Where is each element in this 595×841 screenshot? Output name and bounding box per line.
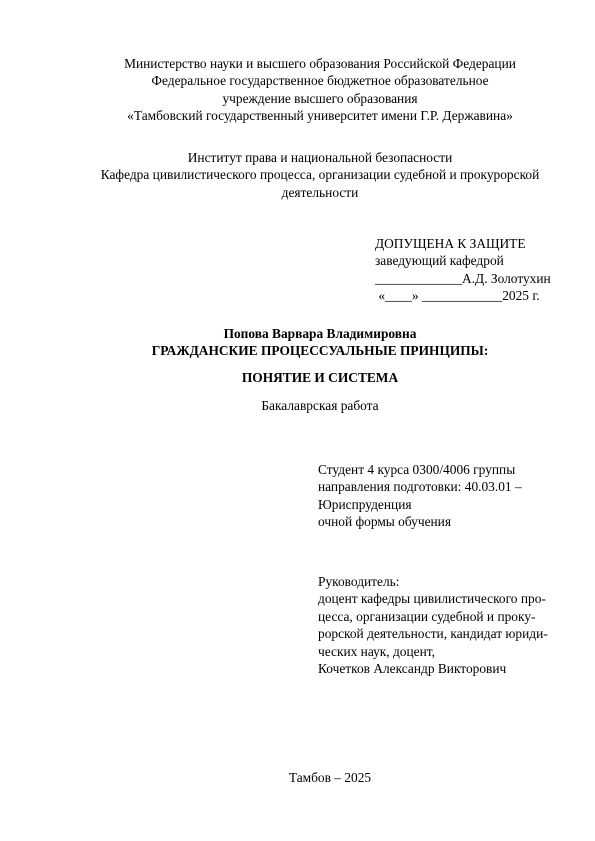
supervisor-name: Кочетков Александр Викторович	[318, 661, 507, 677]
student-study-form: очной формы обучения	[318, 514, 452, 530]
university-name-line: «Тамбовский государственный университет имени Г.Р. Державина»	[127, 108, 513, 124]
title-block	[40, 325, 595, 360]
thesis-title-line-1: ГРАЖДАНСКИЕ ПРОЦЕССУАЛЬНЫЕ ПРИНЦИПЫ:	[151, 343, 489, 359]
supervisor-position-1: доцент кафедры цивилистического про-	[318, 591, 546, 607]
department-name-continued: деятельности	[281, 184, 359, 200]
approval-signature: _____________А.Д. Золотухин	[375, 270, 551, 286]
supervisor-position-4: ческих наук, доцент,	[318, 643, 435, 659]
supervisor-position-2: цесса, организации судебной и проку-	[318, 608, 536, 624]
student-course: Студент 4 курса 0300/4006 группы	[318, 462, 516, 477]
thesis-title-line-2: ПОНЯТИЕ И СИСТЕМА	[241, 370, 399, 385]
approval-date: «____» ____________2025 г.	[375, 288, 540, 304]
work-type: Бакалаврская работа	[261, 398, 379, 413]
ministry-header	[40, 55, 595, 125]
supervisor-position-3: рорской деятельности, кандидат юриди-	[318, 626, 548, 642]
student-specialty: Юриспруденция	[318, 496, 412, 512]
supervisor-block	[318, 573, 558, 677]
department-name: Кафедра цивилистического процесса, организации судебной и прокурорской	[100, 167, 540, 183]
supervisor-heading: Руководитель:	[318, 574, 400, 589]
title-continuation	[40, 369, 595, 386]
institute-name: Институт права и национальной безопасности	[187, 150, 453, 165]
approval-heading: ДОПУЩЕНА К ЗАЩИТЕ	[375, 236, 526, 251]
approval-role: заведующий кафедрой	[375, 253, 504, 269]
city-year: Тамбов – 2025	[288, 770, 372, 785]
author-name: Попова Варвара Владимировна	[223, 326, 417, 341]
higher-education-line: учреждение высшего образования	[222, 90, 418, 106]
federal-institution-line: Федеральное государственное бюджетное образовательное	[151, 73, 489, 89]
work-type-block	[40, 397, 595, 414]
approval-block	[375, 235, 590, 305]
student-block	[318, 461, 548, 531]
ministry-line: Министерство науки и высшего образования Российской Федерации	[124, 56, 516, 71]
institute-block	[40, 149, 595, 201]
city-year-footer	[40, 769, 595, 786]
student-direction: направления подготовки: 40.03.01 –	[318, 479, 522, 495]
